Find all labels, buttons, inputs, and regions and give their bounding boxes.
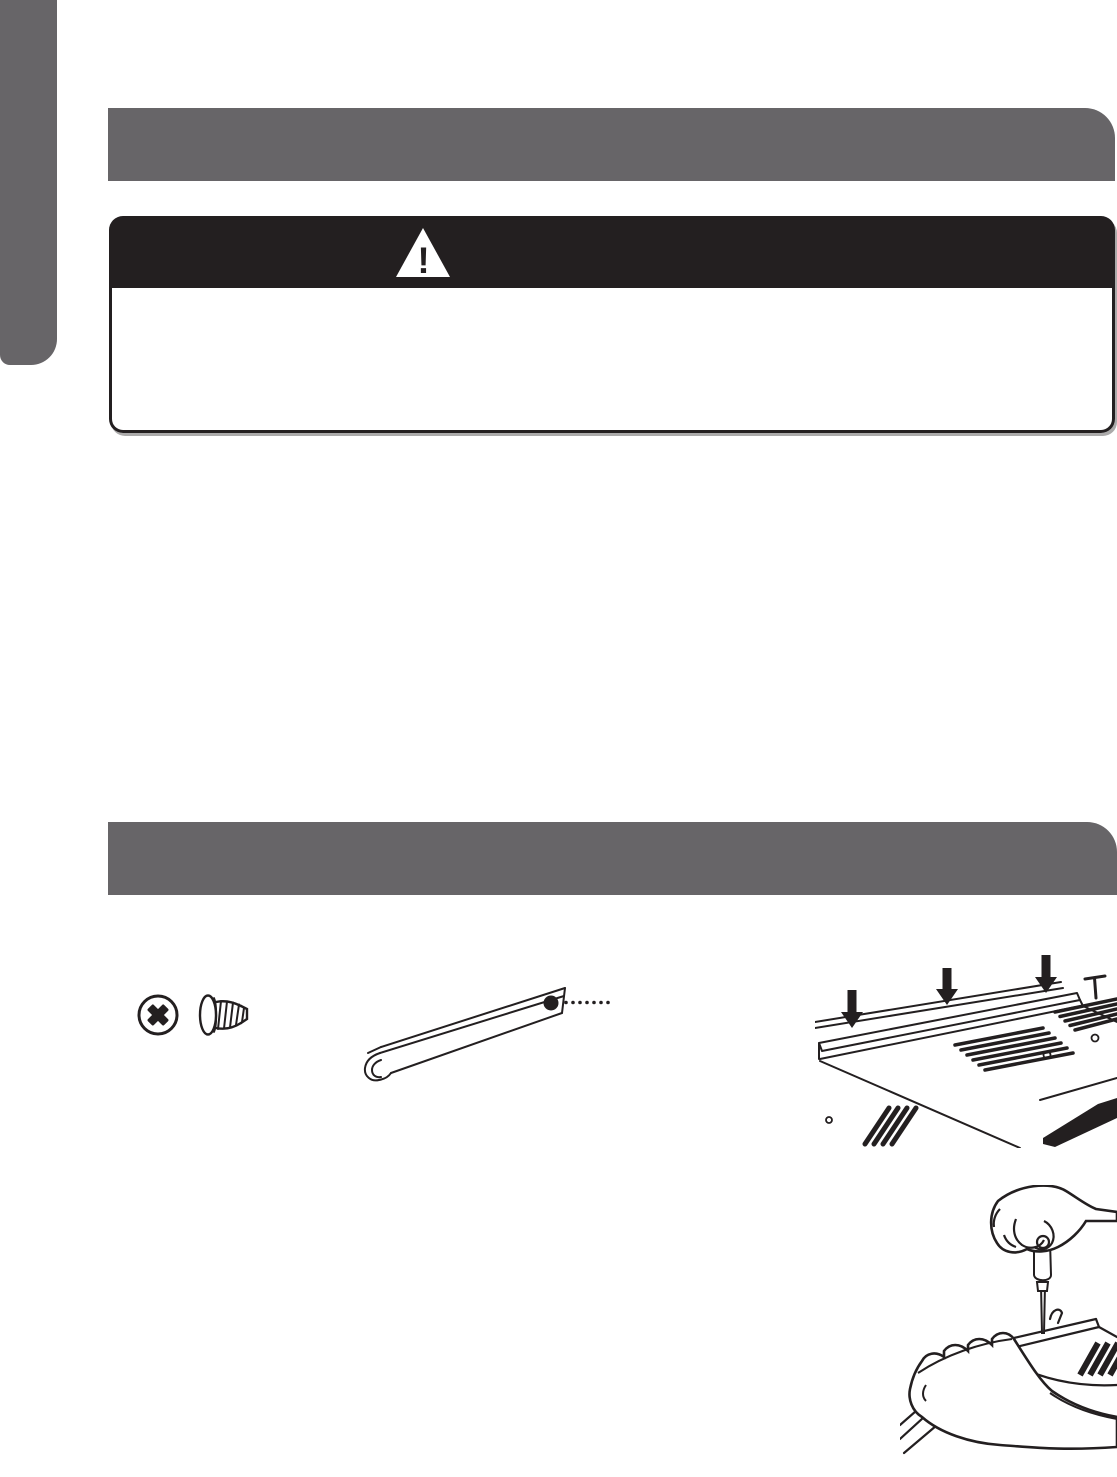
trim-strip-illustration [355,975,615,1095]
warning-triangle-icon [395,227,451,279]
section-header-label-middle [108,822,1117,866]
warning-box-header [109,216,1115,288]
page-edge-tab [0,0,57,365]
dotted-guide-line [564,1001,610,1005]
warning-box-body [109,288,1115,433]
phillips-screw-head-icon [136,993,180,1037]
tapping-screw-side-icon [198,992,256,1038]
warning-exclamation: ! [417,240,430,279]
hand-screwdriver-illustration [900,1185,1117,1477]
section-header-bar-middle [108,822,1117,895]
unit-top-view-illustration [815,948,1117,1148]
strip-hole-dot [544,996,559,1011]
warning-box [109,216,1115,433]
section-header-bar-top [108,108,1115,181]
section-header-label-top [108,108,1115,152]
